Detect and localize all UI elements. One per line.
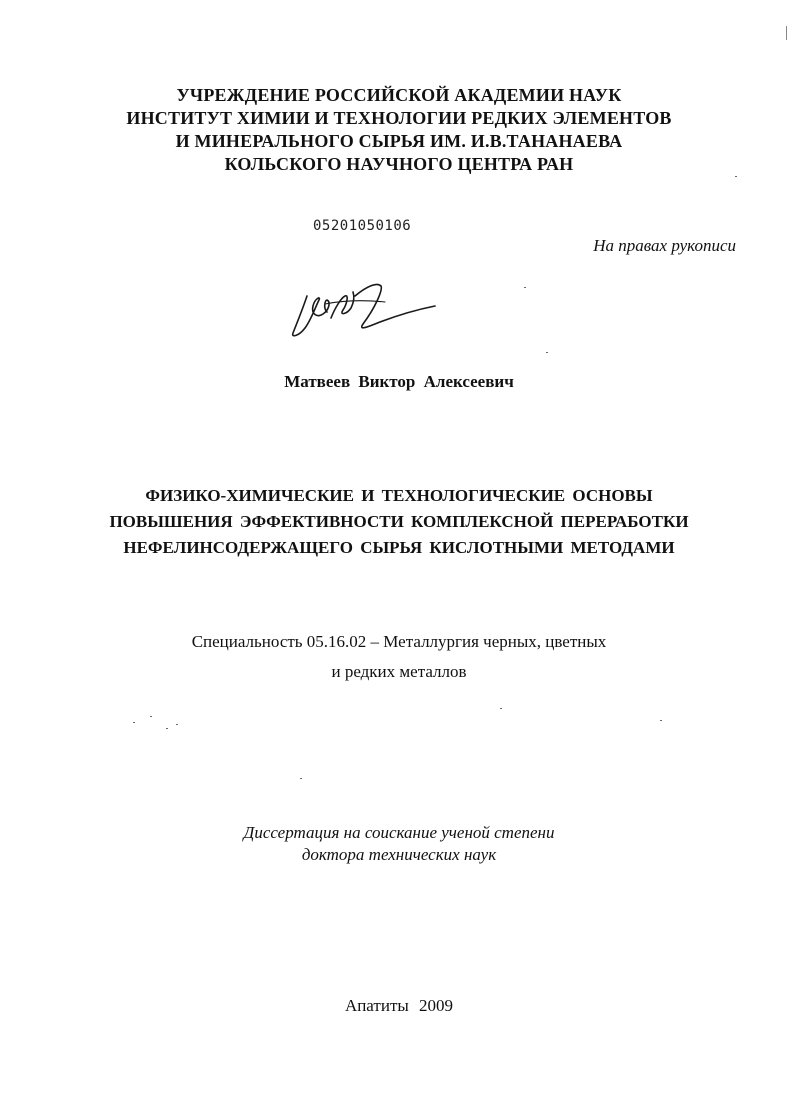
scan-speck xyxy=(150,716,152,717)
institution-header xyxy=(0,84,798,176)
scan-speck xyxy=(166,728,168,729)
title-line-3: НЕФЕЛИНСОДЕРЖАЩЕГО СЫРЬЯ КИСЛОТНЫМИ МЕТОДАМИ xyxy=(123,538,675,557)
scan-speck xyxy=(500,708,502,709)
title-line-2: ПОВЫШЕНИЯ ЭФФЕКТИВНОСТИ КОМПЛЕКСНОЙ ПЕРЕРАБОТКИ xyxy=(109,512,689,531)
author-name: Матвеев Виктор Алексеевич xyxy=(284,372,514,391)
institution-line-2: ИНСТИТУТ ХИМИИ И ТЕХНОЛОГИИ РЕДКИХ ЭЛЕМЕНТОВ xyxy=(126,108,672,128)
institution-line-1: УЧРЕЖДЕНИЕ РОССИЙСКОЙ АКАДЕМИИ НАУК xyxy=(176,85,622,105)
institution-line-3: И МИНЕРАЛЬНОГО СЫРЬЯ ИМ. И.В.ТАНАНАЕВА xyxy=(175,131,623,151)
scan-speck xyxy=(735,176,737,177)
title-line-1: ФИЗИКО-ХИМИЧЕСКИЕ И ТЕХНОЛОГИЧЕСКИЕ ОСНОВЫ xyxy=(145,486,653,505)
scan-speck xyxy=(133,722,135,723)
specialty-line-1: Специальность 05.16.02 – Металлургия черных, цветных xyxy=(191,632,607,651)
registration-number: 05201050106 xyxy=(313,218,412,234)
scan-speck xyxy=(546,352,548,353)
specialty-line-2: и редких металлов xyxy=(331,662,467,681)
degree-statement xyxy=(0,822,798,866)
rights-note: На правах рукописи xyxy=(593,236,736,255)
dissertation-title xyxy=(0,483,798,561)
scan-speck xyxy=(660,720,662,721)
scan-speck xyxy=(524,287,526,288)
scan-speck xyxy=(300,778,302,779)
degree-line-1: Диссертация на соискание ученой степени xyxy=(243,823,555,842)
scan-speck xyxy=(176,724,178,725)
degree-line-2: доктора технических наук xyxy=(301,845,497,864)
place-and-year: Апатиты 2009 xyxy=(344,996,454,1015)
specialty xyxy=(0,627,798,687)
handwritten-signature-icon xyxy=(285,278,445,348)
institution-line-4: КОЛЬСКОГО НАУЧНОГО ЦЕНТРА РАН xyxy=(224,154,574,174)
scan-speck xyxy=(786,26,787,40)
